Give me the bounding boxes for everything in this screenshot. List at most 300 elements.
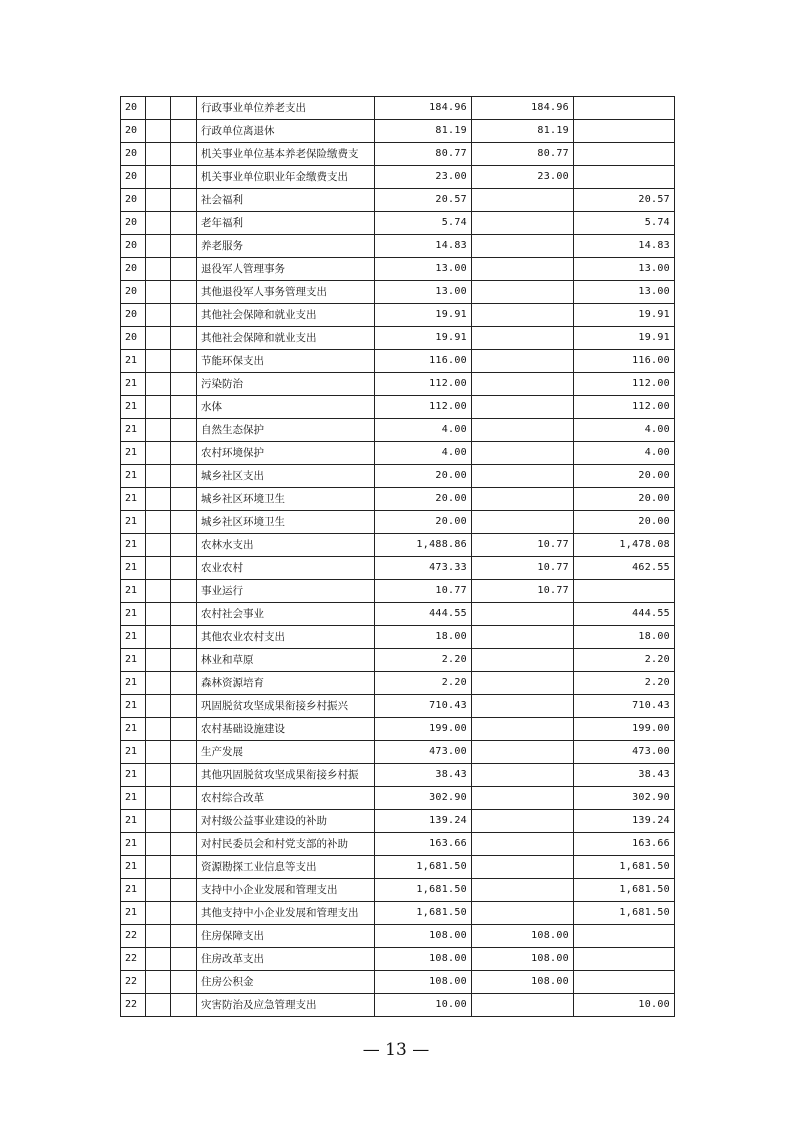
row-blank-cell <box>171 902 197 925</box>
row-blank-cell <box>171 626 197 649</box>
row-blank-cell <box>171 695 197 718</box>
row-code: 22 <box>121 994 146 1017</box>
table-row <box>121 235 675 258</box>
row-blank-cell <box>146 994 171 1017</box>
row-item-name: 其他农业农村支出 <box>197 626 375 649</box>
table-row <box>121 143 675 166</box>
row-blank-cell <box>171 166 197 189</box>
row-project <box>574 120 675 143</box>
row-project: 1,681.50 <box>574 902 675 925</box>
table-row <box>121 787 675 810</box>
row-code: 20 <box>121 189 146 212</box>
row-blank-cell <box>171 281 197 304</box>
table-row <box>121 419 675 442</box>
row-blank-cell <box>171 557 197 580</box>
table-row <box>121 741 675 764</box>
row-code: 22 <box>121 971 146 994</box>
row-item-name: 其他社会保障和就业支出 <box>197 304 375 327</box>
row-blank-cell <box>171 373 197 396</box>
row-item-name: 水体 <box>197 396 375 419</box>
row-item-name: 机关事业单位职业年金缴费支出 <box>197 166 375 189</box>
row-blank-cell <box>146 143 171 166</box>
row-total: 112.00 <box>375 396 472 419</box>
row-blank-cell <box>146 764 171 787</box>
row-project: 18.00 <box>574 626 675 649</box>
table-row <box>121 557 675 580</box>
row-project: 444.55 <box>574 603 675 626</box>
row-blank-cell <box>171 419 197 442</box>
row-item-name: 污染防治 <box>197 373 375 396</box>
table-row <box>121 442 675 465</box>
row-blank-cell <box>171 465 197 488</box>
row-blank-cell <box>171 511 197 534</box>
row-blank-cell <box>171 120 197 143</box>
row-total: 14.83 <box>375 235 472 258</box>
row-project: 116.00 <box>574 350 675 373</box>
row-basic: 81.19 <box>472 120 574 143</box>
row-code: 22 <box>121 925 146 948</box>
row-blank-cell <box>171 143 197 166</box>
row-project: 20.57 <box>574 189 675 212</box>
row-blank-cell <box>171 396 197 419</box>
row-item-name: 城乡社区环境卫生 <box>197 488 375 511</box>
row-basic <box>472 511 574 534</box>
table-row <box>121 626 675 649</box>
row-total: 302.90 <box>375 787 472 810</box>
row-basic <box>472 649 574 672</box>
row-code: 21 <box>121 649 146 672</box>
row-code: 20 <box>121 120 146 143</box>
row-basic <box>472 396 574 419</box>
row-code: 20 <box>121 166 146 189</box>
row-basic <box>472 626 574 649</box>
row-item-name: 社会福利 <box>197 189 375 212</box>
row-blank-cell <box>146 810 171 833</box>
row-blank-cell <box>146 971 171 994</box>
table-row <box>121 879 675 902</box>
row-basic <box>472 879 574 902</box>
row-blank-cell <box>171 764 197 787</box>
row-blank-cell <box>171 350 197 373</box>
row-total: 108.00 <box>375 971 472 994</box>
table-row <box>121 304 675 327</box>
row-basic <box>472 833 574 856</box>
row-code: 21 <box>121 672 146 695</box>
row-blank-cell <box>171 994 197 1017</box>
row-project: 19.91 <box>574 327 675 350</box>
row-project: 20.00 <box>574 511 675 534</box>
row-blank-cell <box>171 787 197 810</box>
row-code: 21 <box>121 741 146 764</box>
row-code: 21 <box>121 442 146 465</box>
row-basic: 108.00 <box>472 948 574 971</box>
table-row <box>121 212 675 235</box>
table-row <box>121 488 675 511</box>
row-blank-cell <box>146 373 171 396</box>
table-row <box>121 649 675 672</box>
row-item-name: 节能环保支出 <box>197 350 375 373</box>
row-item-name: 其他社会保障和就业支出 <box>197 327 375 350</box>
row-total: 108.00 <box>375 948 472 971</box>
row-basic <box>472 603 574 626</box>
row-total: 10.77 <box>375 580 472 603</box>
row-project: 19.91 <box>574 304 675 327</box>
row-blank-cell <box>171 925 197 948</box>
row-blank-cell <box>171 971 197 994</box>
row-total: 19.91 <box>375 327 472 350</box>
row-blank-cell <box>146 580 171 603</box>
row-blank-cell <box>146 350 171 373</box>
row-code: 20 <box>121 327 146 350</box>
row-blank-cell <box>146 235 171 258</box>
row-blank-cell <box>171 833 197 856</box>
table-row <box>121 948 675 971</box>
row-basic <box>472 902 574 925</box>
row-code: 20 <box>121 281 146 304</box>
table-row <box>121 925 675 948</box>
table-row <box>121 281 675 304</box>
row-total: 13.00 <box>375 281 472 304</box>
row-code: 20 <box>121 212 146 235</box>
row-blank-cell <box>146 304 171 327</box>
row-total: 23.00 <box>375 166 472 189</box>
row-code: 20 <box>121 97 146 120</box>
row-project: 38.43 <box>574 764 675 787</box>
row-item-name: 灾害防治及应急管理支出 <box>197 994 375 1017</box>
row-blank-cell <box>171 534 197 557</box>
row-blank-cell <box>146 603 171 626</box>
row-project: 112.00 <box>574 396 675 419</box>
row-item-name: 林业和草原 <box>197 649 375 672</box>
row-blank-cell <box>146 120 171 143</box>
row-blank-cell <box>146 189 171 212</box>
row-project: 14.83 <box>574 235 675 258</box>
row-blank-cell <box>171 235 197 258</box>
row-blank-cell <box>171 304 197 327</box>
table-row <box>121 166 675 189</box>
row-blank-cell <box>146 695 171 718</box>
table-row <box>121 672 675 695</box>
row-project: 4.00 <box>574 442 675 465</box>
row-total: 444.55 <box>375 603 472 626</box>
row-item-name: 农村综合改革 <box>197 787 375 810</box>
row-project: 13.00 <box>574 281 675 304</box>
row-code: 21 <box>121 810 146 833</box>
row-blank-cell <box>146 856 171 879</box>
row-basic: 10.77 <box>472 534 574 557</box>
row-blank-cell <box>171 212 197 235</box>
table-row <box>121 327 675 350</box>
row-blank-cell <box>171 948 197 971</box>
row-item-name: 住房保障支出 <box>197 925 375 948</box>
row-basic <box>472 327 574 350</box>
row-blank-cell <box>146 465 171 488</box>
row-item-name: 农林水支出 <box>197 534 375 557</box>
table-row <box>121 810 675 833</box>
row-item-name: 巩固脱贫攻坚成果衔接乡村振兴 <box>197 695 375 718</box>
row-code: 21 <box>121 603 146 626</box>
row-item-name: 森林资源培育 <box>197 672 375 695</box>
row-blank-cell <box>171 189 197 212</box>
row-code: 21 <box>121 902 146 925</box>
table-row <box>121 189 675 212</box>
row-blank-cell <box>146 948 171 971</box>
row-code: 21 <box>121 465 146 488</box>
row-code: 21 <box>121 856 146 879</box>
row-code: 21 <box>121 833 146 856</box>
row-code: 20 <box>121 304 146 327</box>
row-basic: 108.00 <box>472 925 574 948</box>
row-total: 13.00 <box>375 258 472 281</box>
row-blank-cell <box>171 741 197 764</box>
row-basic <box>472 718 574 741</box>
row-item-name: 农业农村 <box>197 557 375 580</box>
row-total: 1,681.50 <box>375 879 472 902</box>
row-total: 1,681.50 <box>375 856 472 879</box>
row-basic <box>472 373 574 396</box>
row-code: 21 <box>121 557 146 580</box>
row-code: 22 <box>121 948 146 971</box>
row-project: 13.00 <box>574 258 675 281</box>
table-row <box>121 833 675 856</box>
row-blank-cell <box>146 534 171 557</box>
row-blank-cell <box>171 603 197 626</box>
row-project: 199.00 <box>574 718 675 741</box>
row-total: 4.00 <box>375 442 472 465</box>
table-row <box>121 373 675 396</box>
row-item-name: 农村社会事业 <box>197 603 375 626</box>
row-basic <box>472 856 574 879</box>
row-code: 20 <box>121 235 146 258</box>
row-item-name: 对村民委员会和村党支部的补助 <box>197 833 375 856</box>
row-blank-cell <box>171 672 197 695</box>
row-project: 112.00 <box>574 373 675 396</box>
row-total: 38.43 <box>375 764 472 787</box>
row-basic: 184.96 <box>472 97 574 120</box>
row-blank-cell <box>146 557 171 580</box>
row-blank-cell <box>146 649 171 672</box>
row-blank-cell <box>146 396 171 419</box>
row-item-name: 住房改革支出 <box>197 948 375 971</box>
row-blank-cell <box>171 327 197 350</box>
row-basic <box>472 672 574 695</box>
row-blank-cell <box>146 879 171 902</box>
row-blank-cell <box>146 626 171 649</box>
table-row <box>121 764 675 787</box>
row-blank-cell <box>146 833 171 856</box>
row-total: 2.20 <box>375 649 472 672</box>
table-row <box>121 258 675 281</box>
row-item-name: 行政单位离退休 <box>197 120 375 143</box>
row-project: 5.74 <box>574 212 675 235</box>
row-blank-cell <box>146 212 171 235</box>
row-total: 116.00 <box>375 350 472 373</box>
row-code: 21 <box>121 695 146 718</box>
row-total: 20.00 <box>375 488 472 511</box>
row-project <box>574 580 675 603</box>
row-total: 112.00 <box>375 373 472 396</box>
row-item-name: 城乡社区环境卫生 <box>197 511 375 534</box>
row-item-name: 事业运行 <box>197 580 375 603</box>
row-basic <box>472 419 574 442</box>
row-total: 473.00 <box>375 741 472 764</box>
row-blank-cell <box>171 442 197 465</box>
row-basic <box>472 350 574 373</box>
row-project: 1,681.50 <box>574 879 675 902</box>
row-blank-cell <box>146 787 171 810</box>
row-basic: 10.77 <box>472 557 574 580</box>
row-project: 163.66 <box>574 833 675 856</box>
row-project: 710.43 <box>574 695 675 718</box>
row-basic: 108.00 <box>472 971 574 994</box>
row-code: 20 <box>121 258 146 281</box>
row-code: 21 <box>121 718 146 741</box>
row-item-name: 生产发展 <box>197 741 375 764</box>
table-row <box>121 994 675 1017</box>
row-code: 21 <box>121 580 146 603</box>
row-blank-cell <box>146 258 171 281</box>
row-blank-cell <box>146 488 171 511</box>
row-blank-cell <box>171 879 197 902</box>
row-total: 81.19 <box>375 120 472 143</box>
row-code: 21 <box>121 396 146 419</box>
row-basic <box>472 465 574 488</box>
row-total: 18.00 <box>375 626 472 649</box>
row-blank-cell <box>171 580 197 603</box>
row-total: 4.00 <box>375 419 472 442</box>
row-total: 10.00 <box>375 994 472 1017</box>
row-project: 4.00 <box>574 419 675 442</box>
row-item-name: 养老服务 <box>197 235 375 258</box>
row-project <box>574 925 675 948</box>
row-item-name: 行政事业单位养老支出 <box>197 97 375 120</box>
row-code: 21 <box>121 787 146 810</box>
row-item-name: 城乡社区支出 <box>197 465 375 488</box>
row-blank-cell <box>171 258 197 281</box>
row-code: 20 <box>121 143 146 166</box>
row-total: 19.91 <box>375 304 472 327</box>
row-blank-cell <box>146 327 171 350</box>
table-row <box>121 580 675 603</box>
row-item-name: 老年福利 <box>197 212 375 235</box>
row-basic <box>472 741 574 764</box>
row-item-name: 农村环境保护 <box>197 442 375 465</box>
row-blank-cell <box>171 649 197 672</box>
row-basic <box>472 488 574 511</box>
row-blank-cell <box>146 741 171 764</box>
row-item-name: 住房公积金 <box>197 971 375 994</box>
row-project: 473.00 <box>574 741 675 764</box>
row-code: 21 <box>121 350 146 373</box>
row-blank-cell <box>171 718 197 741</box>
row-basic <box>472 304 574 327</box>
table-row <box>121 97 675 120</box>
row-total: 184.96 <box>375 97 472 120</box>
table-row <box>121 603 675 626</box>
row-project: 20.00 <box>574 488 675 511</box>
row-basic <box>472 994 574 1017</box>
row-total: 20.57 <box>375 189 472 212</box>
row-code: 21 <box>121 511 146 534</box>
row-project: 302.90 <box>574 787 675 810</box>
row-code: 21 <box>121 764 146 787</box>
row-project: 2.20 <box>574 672 675 695</box>
row-blank-cell <box>146 511 171 534</box>
row-project: 1,478.08 <box>574 534 675 557</box>
row-total: 1,681.50 <box>375 902 472 925</box>
table-row <box>121 902 675 925</box>
table-row <box>121 971 675 994</box>
row-blank-cell <box>146 281 171 304</box>
row-total: 473.33 <box>375 557 472 580</box>
budget-table <box>120 96 675 1017</box>
row-blank-cell <box>171 97 197 120</box>
row-project <box>574 97 675 120</box>
row-total: 163.66 <box>375 833 472 856</box>
table-row <box>121 695 675 718</box>
row-item-name: 自然生态保护 <box>197 419 375 442</box>
row-total: 199.00 <box>375 718 472 741</box>
row-total: 20.00 <box>375 465 472 488</box>
row-total: 80.77 <box>375 143 472 166</box>
row-project <box>574 166 675 189</box>
row-blank-cell <box>171 488 197 511</box>
row-blank-cell <box>146 419 171 442</box>
row-item-name: 农村基础设施建设 <box>197 718 375 741</box>
row-basic <box>472 281 574 304</box>
table-row <box>121 718 675 741</box>
row-item-name: 其他支持中小企业发展和管理支出 <box>197 902 375 925</box>
row-code: 21 <box>121 879 146 902</box>
row-basic <box>472 235 574 258</box>
row-basic <box>472 258 574 281</box>
table-row <box>121 534 675 557</box>
row-blank-cell <box>146 925 171 948</box>
row-project: 462.55 <box>574 557 675 580</box>
table-row <box>121 350 675 373</box>
row-total: 1,488.86 <box>375 534 472 557</box>
table-row <box>121 396 675 419</box>
row-code: 21 <box>121 419 146 442</box>
row-basic: 80.77 <box>472 143 574 166</box>
row-basic: 10.77 <box>472 580 574 603</box>
row-project <box>574 948 675 971</box>
row-code: 21 <box>121 534 146 557</box>
row-blank-cell <box>146 97 171 120</box>
row-blank-cell <box>171 810 197 833</box>
row-project <box>574 971 675 994</box>
row-item-name: 资源勘探工业信息等支出 <box>197 856 375 879</box>
row-blank-cell <box>171 856 197 879</box>
row-total: 2.20 <box>375 672 472 695</box>
row-project: 20.00 <box>574 465 675 488</box>
row-project: 2.20 <box>574 649 675 672</box>
table-row <box>121 511 675 534</box>
row-blank-cell <box>146 166 171 189</box>
row-total: 108.00 <box>375 925 472 948</box>
table-row <box>121 120 675 143</box>
row-basic <box>472 212 574 235</box>
row-blank-cell <box>146 672 171 695</box>
row-project <box>574 143 675 166</box>
row-project: 10.00 <box>574 994 675 1017</box>
row-project: 1,681.50 <box>574 856 675 879</box>
row-code: 21 <box>121 373 146 396</box>
table-row <box>121 856 675 879</box>
row-blank-cell <box>146 718 171 741</box>
row-basic: 23.00 <box>472 166 574 189</box>
row-basic <box>472 810 574 833</box>
